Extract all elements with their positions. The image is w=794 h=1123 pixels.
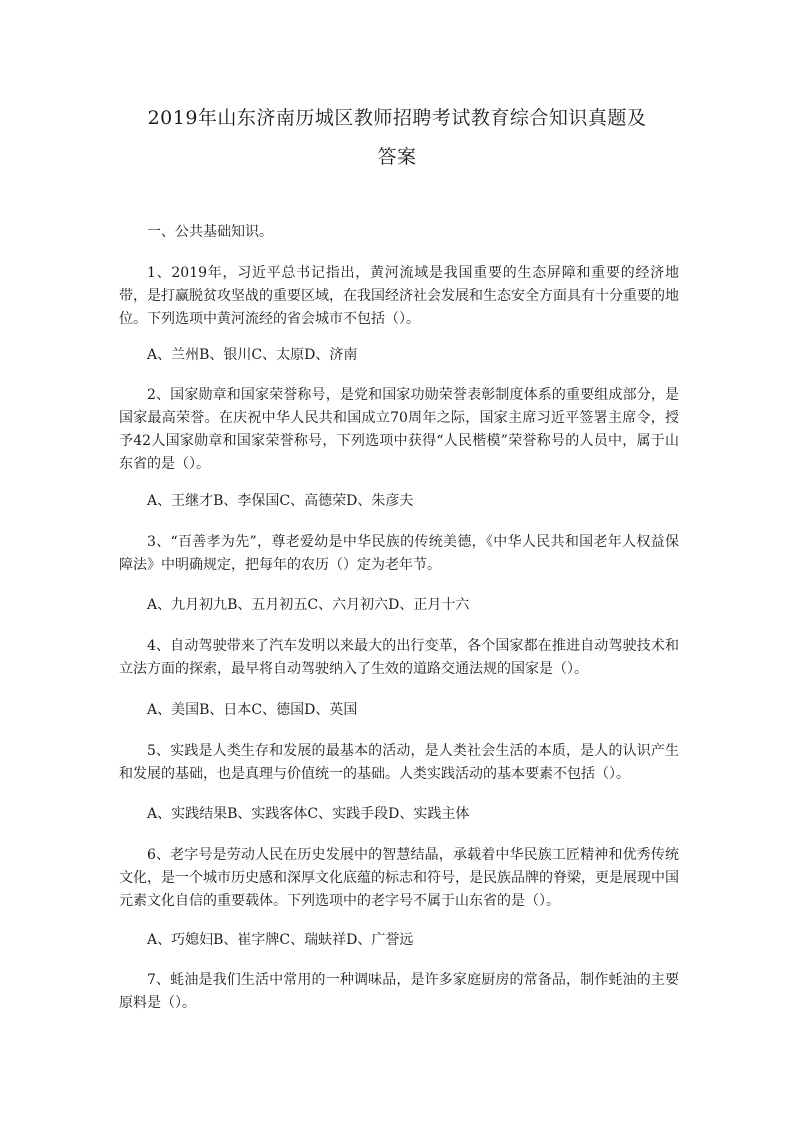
question-5-options: A、实践结果B、实践客体C、实践手段D、实践主体 [147,806,470,822]
question-7-text: 7、蚝油是我们生活中常用的一种调味品，是许多家庭厨房的常备品，制作蚝油的主要原料是（）。 [119,972,679,1011]
question-2-text: 2、国家勋章和国家荣誉称号，是党和国家功勋荣誉表彰制度体系的重要组成部分，是国家最高荣誉。在庆祝中华人民共和国成立70周年之际，国家主席习近平签署主席令，授予42人国家勋章和国家荣誉称号，下列选项中获得“人民楷模”荣誉称号的人员中，属于山东省的是（）。 [119,387,679,472]
question-4-options: A、美国B、日本C、德国D、英国 [147,702,358,718]
question-4-text: 4、自动驾驶带来了汽车发明以来最大的出行变革，各个国家都在推进自动驾驶技术和立法方面的探索，最早将自动驾驶纳入了生效的道路交通法规的国家是（）。 [119,638,679,677]
section-heading: 一、公共基础知识。 [147,224,273,240]
question-3-options: A、九月初九B、五月初五C、六月初六D、正月十六 [147,597,470,613]
question-6-options: A、巧媳妇B、崔字牌C、瑞蚨祥D、广誉远 [147,932,414,948]
question-3-text: 3、“百善孝为先”，尊老爱幼是中华民族的传统美德，《中华人民共和国老年人权益保障法》中明确规定，把每年的农历（）定为老年节。 [119,534,679,573]
question-6-text: 6、老字号是劳动人民在历史发展中的智慧结晶，承载着中华民族工匠精神和优秀传统文化，是一个城市历史感和深厚文化底蕴的标志和符号，是民族品牌的脊梁，更是展现中国元素文化自信的重要载体。下列选项中的老字号不属于山东省的是（）。 [119,847,679,909]
question-2-options: A、王继才B、李保国C、高德荣D、朱彦夫 [147,493,414,509]
question-1-options: A、兰州B、银川C、太原D、济南 [147,347,358,363]
document-title-line-1: 2019年山东济南历城区教师招聘考试教育综合知识真题及 [147,107,647,129]
question-1-text: 1、2019年，习近平总书记指出，黄河流域是我国重要的生态屏障和重要的经济地带，是打赢脱贫攻坚战的重要区域，在我国经济社会发展和生态安全方面具有十分重要的地位。下列选项中黄河流经的省会城市不包括（）。 [119,265,679,327]
document-title-line-2: 答案 [377,146,417,168]
question-5-text: 5、实践是人类生存和发展的最基本的活动，是人类社会生活的本质，是人的认识产生和发展的基础，也是真理与价值统一的基础。人类实践活动的基本要素不包括（）。 [119,743,679,782]
